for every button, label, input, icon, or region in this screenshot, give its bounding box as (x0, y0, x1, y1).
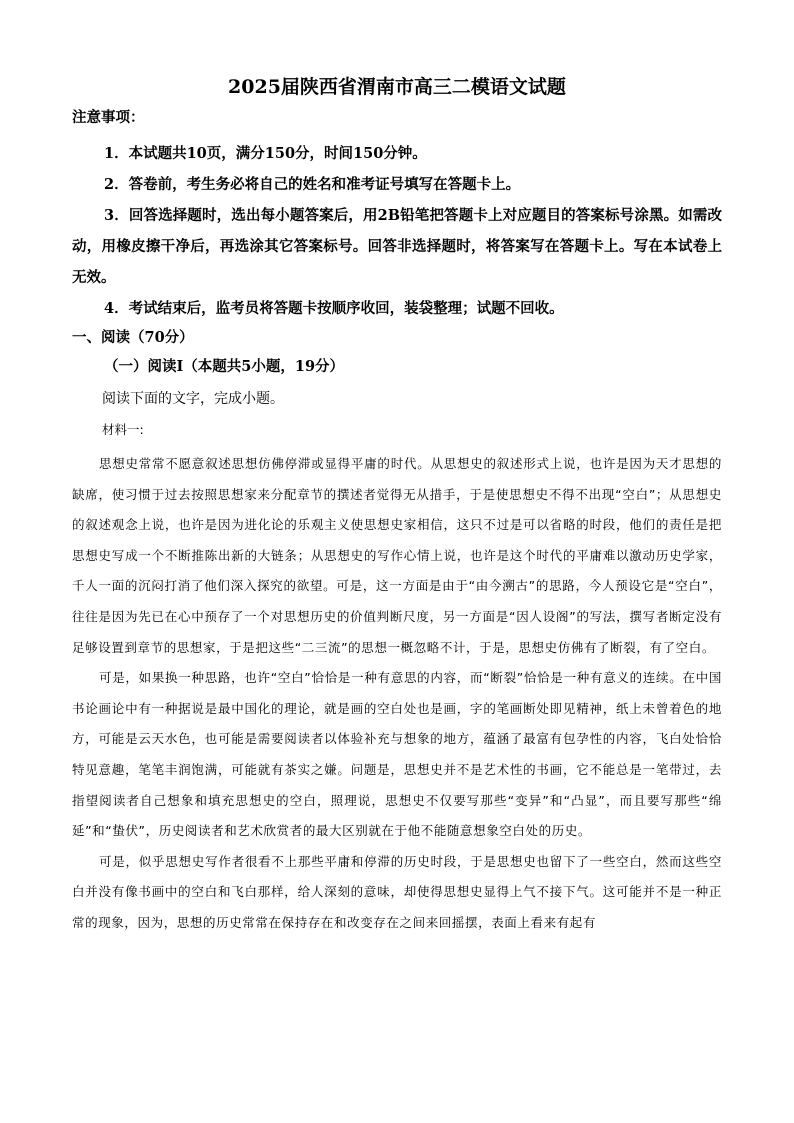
notice-heading: 注意事项： (72, 109, 145, 126)
section-heading: 一、阅读（70分） (72, 329, 194, 346)
page-title: 2025届陕西省渭南市高三二模语文试题 (228, 76, 566, 98)
notice-item: 4．考试结束后，监考员将答题卡按顺序收回，装袋整理；试题不回收。 (104, 300, 564, 317)
reading-instruction: 阅读下面的文字，完成小题。 (102, 391, 284, 407)
paragraph: 可是，如果换一种思路，也许“空白”恰恰是一种有意思的内容，而“断裂”恰恰是一种有意义的连续。在中国书论画论中有一种据说是最中国化的理论，就是画的空白处也是画，字的笔画断处即见精神，纸上未曾着色的地方，可能是云天水色，也可能是需要阅读者以体验补充与想象的地方，蕴涵了最富有包孕性的内容，飞白处恰恰特见意趣，笔笔丰润饱满，可能就有茶实之嫌。问题是，思想史并不是艺术性的书画，它不能总是一笔带过，去指望阅读者自己想象和填充思想史的空白，照理说，思想史不仅要写那些“变异”和“凸显”，而且要写那些“绵延”和“蛰伏”，历史阅读者和艺术欣赏者的最大区别就在于他不能随意想象空白处的历史。 (72, 670, 722, 839)
notice-item: 2．答卷前，考生务必将自己的姓名和准考证号填写在答题卡上。 (104, 176, 521, 193)
paragraph: 可是，似乎思想史写作者很看不上那些平庸和停滞的历史时段，于是思想史也留下了一些空白，然而这些空白并没有像书画中的空白和飞白那样，给人深刻的意味，却使得思想史显得上气不接下气。这可能并不是一种正常的现象，因为，思想的历史常常在保持存在和改变存在之间来回摇摆，表面上看来有起有 (72, 853, 722, 930)
material-label: 材料一: (102, 422, 144, 437)
notice-item: 1．本试题共10页，满分150分，时间150分钟。 (104, 145, 427, 162)
notice-list (72, 138, 722, 324)
subsection-heading: （一）阅读Ⅰ（本题共5小题，19分） (104, 358, 345, 375)
material-text (72, 449, 722, 939)
notice-item: 3．回答选择题时，选出每小题答案后，用2B铅笔把答题卡上对应题目的答案标号涂黑。如需改动，用橡皮擦干净后，再选涂其它答案标号。回答非选择题时，将答案写在答题卡上。写在本试卷上无效。 (72, 207, 722, 286)
paragraph: 思想史常常不愿意叙述思想仿佛停滞或显得平庸的时代。从思想史的叙述形式上说，也许是因为天才思想的缺席，使习惯于过去按照思想家来分配章节的撰述者觉得无从措手，于是使思想史不得不出现“空白”；从思想史的叙述观念上说，也许是因为进化论的乐观主义使思想史家相信，这只不过是可以省略的时段，他们的责任是把思想史写成一个不断推陈出新的大链条；从思想史的写作心情上说，也许是这个时代的平庸难以激动历史学家，千人一面的沉闷打消了他们深入探究的欲望。可是，这一方面是由于“由今溯古”的思路，今人预设它是“空白”，往往是因为先已在心中预存了一个对思想历史的价值判断尺度，另一方面是“因人设阁”的写法，撰写者断定没有足够设置到章节的思想家，于是把这些“二三流”的思想一概忽略不计，于是，思想史仿佛有了断裂，有了空白。 (72, 456, 722, 655)
